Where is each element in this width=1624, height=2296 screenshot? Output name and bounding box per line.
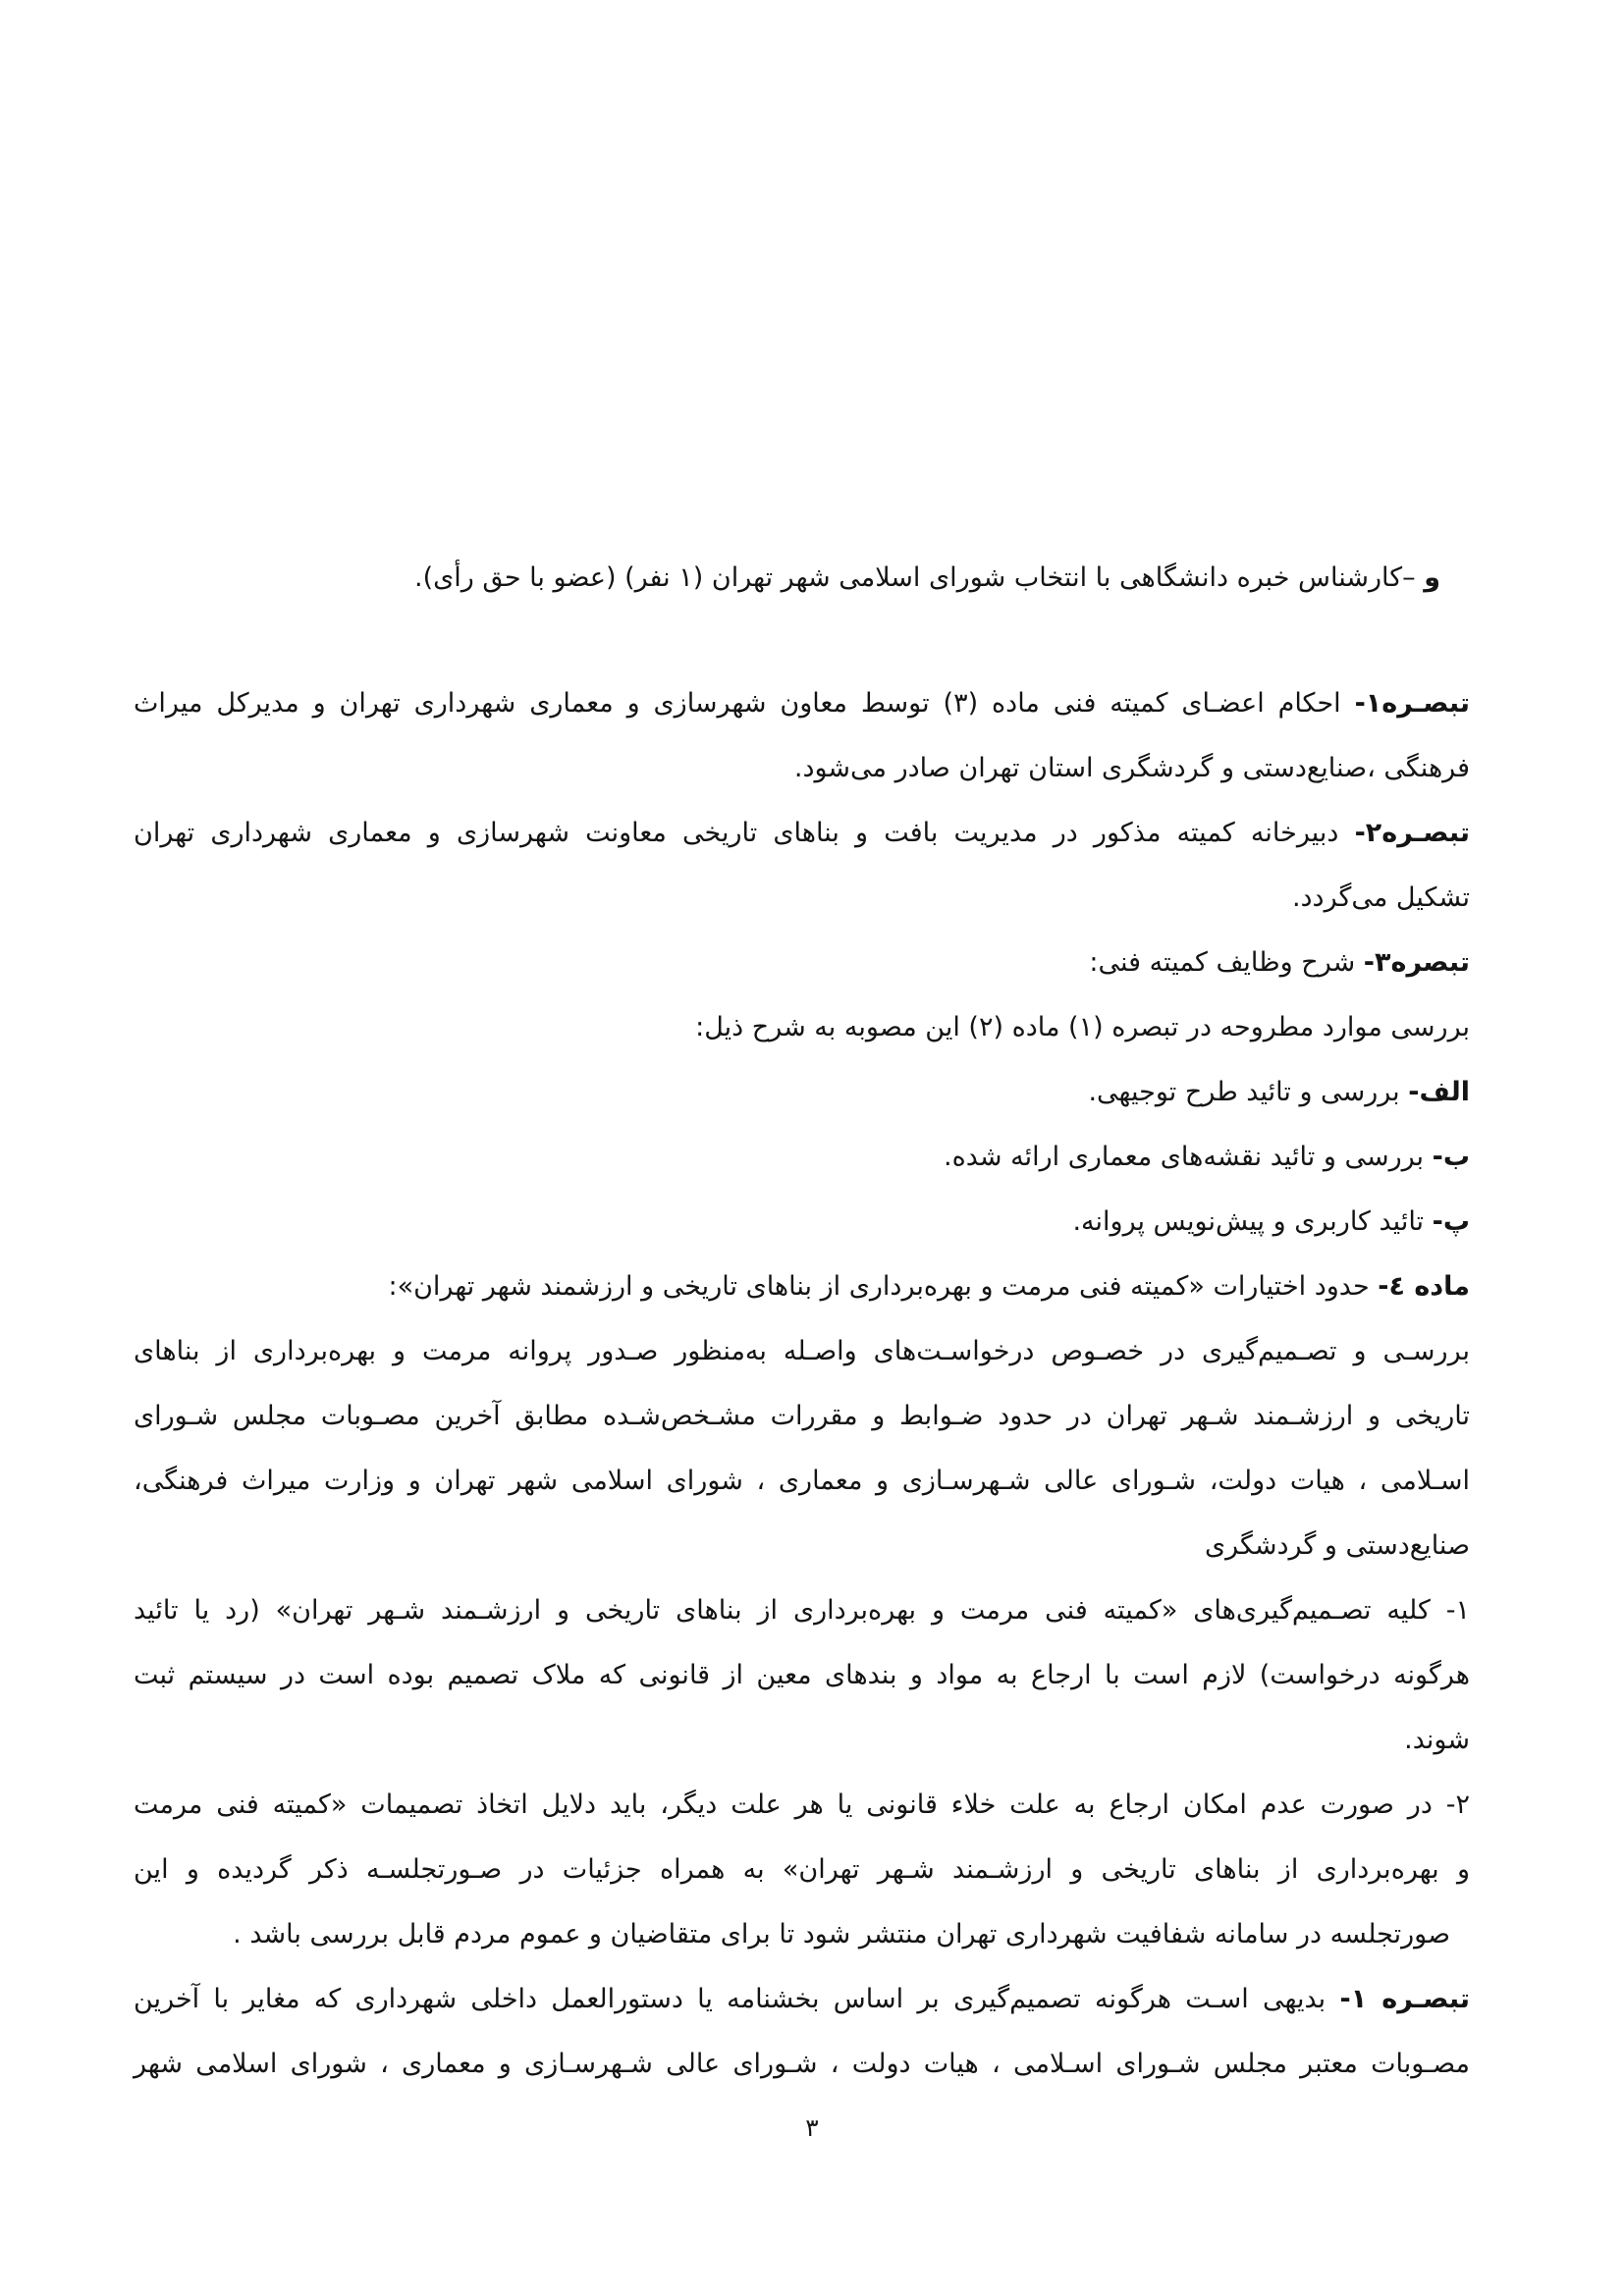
text-line (134, 1708, 1470, 1773)
line-lead: ب- (1432, 1142, 1470, 1172)
text-line (134, 1643, 1470, 1708)
line-text: صورتجلسه در سامانه شفافیت شهرداری تهران منتشر شود تا برای متقاضیان و عموم مردم قابل بررسی باشد . (233, 1919, 1450, 1949)
line-text: تشکیل می‌گردد. (1291, 882, 1470, 913)
text-line (134, 1319, 1470, 1384)
line-lead: ماده ٤- (1378, 1271, 1470, 1302)
text-line (134, 1449, 1470, 1514)
line-lead: تبصـره۲- (1354, 818, 1470, 848)
text-line (134, 1190, 1470, 1255)
line-text: احکام اعضـای کمیته فنی ماده (۳) توسط معاون شهرسازی و معماری شهرداری تهران و مدیرکل میراث (134, 688, 1355, 719)
line-text: فرهنگی ،صنایع‌دستی و گردشگری استان تهران صادر می‌شود. (793, 753, 1470, 783)
line-text: تاریخی و ارزشـمند شـهر تهران در حدود ضـوابط و مقررات مشـخص‌شـده مطابق آخرین مصـوبات مجلس شـورای (134, 1401, 1470, 1431)
text-line (134, 2032, 1470, 2097)
text-line (134, 1514, 1470, 1578)
line-lead: پ- (1432, 1206, 1470, 1237)
document-body (134, 546, 1470, 2097)
line-text: شرح وظایف کمیته فنی: (1089, 947, 1364, 978)
text-line (134, 1255, 1470, 1319)
line-lead: تبصـره۱- (1354, 688, 1470, 719)
line-lead: تبصره۳- (1363, 947, 1470, 978)
line-lead: تبصـره ۱- (1339, 1984, 1470, 2014)
line-text: شوند. (1404, 1725, 1470, 1755)
line-text: تائید کاربری و پیش‌نویس پروانه. (1072, 1206, 1433, 1237)
text-line (134, 1125, 1470, 1190)
line-text: –کارشناس خبره دانشگاهی با انتخاب شورای اسلامی شهر تهران (۱ نفر) (عضو با حق رأی). (414, 562, 1425, 593)
line-text: بررسی و تائید طرح توجیهی. (1088, 1077, 1409, 1107)
text-line (134, 995, 1470, 1060)
text-line (134, 1902, 1470, 1967)
text-line (134, 1773, 1470, 1838)
text-line (134, 671, 1470, 736)
page-number: ۳ (805, 2113, 819, 2142)
line-text: بررسی و تائید نقشه‌های معماری ارائه شده. (944, 1142, 1433, 1172)
text-line (134, 1838, 1470, 1902)
line-text: بررسی موارد مطروحه در تبصره (۱) ماده (۲) این مصوبه به شرح ذیل: (695, 1012, 1470, 1042)
line-lead: و (1424, 562, 1440, 593)
line-text: صنایع‌دستی و گردشگری (1204, 1530, 1470, 1561)
text-line (134, 546, 1470, 611)
line-text: اسـلامی ، هیات دولت، شـورای عالی شـهرسـازی و معماری ، شورای اسلامی شهر تهران و وزارت میراث فرهنگی، (134, 1466, 1470, 1496)
line-text: حدود اختیارات «کمیته فنی مرمت و بهره‌برداری از بناهای تاریخی و ارزشمند شهر تهران»: (388, 1271, 1379, 1302)
text-line (134, 866, 1470, 931)
line-text: دبیرخانه کمیته مذکور در مدیریت بافت و بناهای تاریخی معاونت شهرسازی و معماری شهرداری تهران (134, 818, 1355, 848)
line-text: بدیهی اسـت هرگونه تصمیم‌گیری بر اساس بخشنامه یا دستورالعمل داخلی شهرداری که مغایر با آخرین (134, 1984, 1340, 2014)
line-lead: الف- (1408, 1077, 1470, 1107)
text-line (134, 736, 1470, 801)
line-text: هرگونه درخواست) لازم است با ارجاع به مواد و بندهای معین از قانونی که ملاک تصمیم بوده است در سیستم ثبت (134, 1660, 1470, 1690)
text-line (134, 1967, 1470, 2032)
text-line (134, 1060, 1470, 1125)
line-text: و بهره‌برداری از بناهای تاریخی و ارزشـمند شـهر تهران» به همراه جزئیات در صـورتجلسـه ذکر گردیده و این (134, 1854, 1470, 1885)
text-line (134, 1384, 1470, 1449)
line-text: ۱- کلیه تصـمیم‌گیری‌های «کمیته فنی مرمت و بهره‌برداری از بناهای تاریخی و ارزشـمند شـهر تهران» (رد یا تائید (134, 1595, 1470, 1626)
line-text: بررسـی و تصـمیم‌گیری در خصـوص درخواسـت‌های واصـله به‌منظور صـدور پروانه مرمت و بهره‌برداری از بناهای (134, 1336, 1470, 1366)
text-line (134, 801, 1470, 866)
text-line (134, 1578, 1470, 1643)
text-line (134, 931, 1470, 995)
line-text: مصـوبات معتبر مجلس شـورای اسـلامی ، هیات دولت ، شـورای عالی شـهرسـازی و معماری ، شورای اسلامی شهر (134, 2049, 1470, 2079)
line-text: ۲- در صورت عدم امکان ارجاع به علت خلاء قانونی یا هر علت دیگر، باید دلایل اتخاذ تصمیمات «کمیته فنی مرمت (134, 1789, 1470, 1820)
